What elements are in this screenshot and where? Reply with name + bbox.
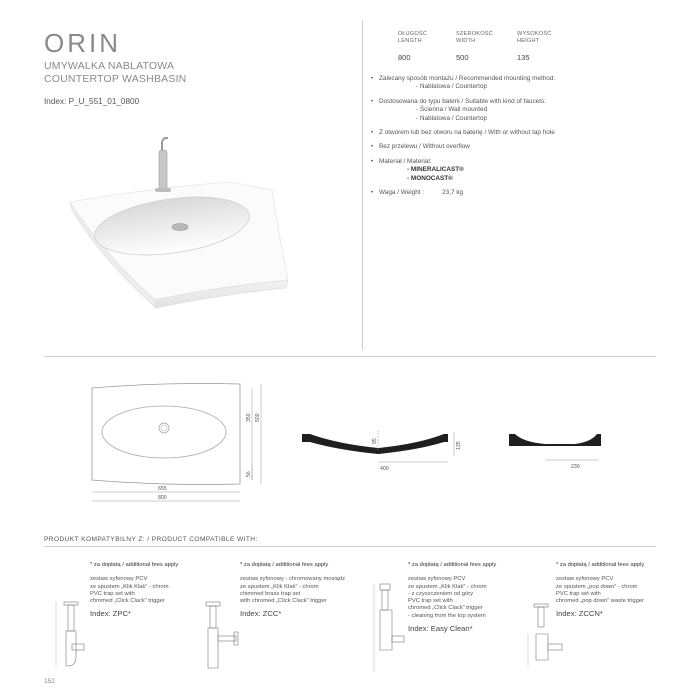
subtitle-en: COUNTERTOP WASHBASIN [44,73,187,85]
index-easy-clean: Index: Easy Clean* [408,624,473,634]
dim-800: 800 [158,495,167,501]
column-divider [362,20,363,350]
section-long-drawing [298,420,468,475]
compat-title: PRODUKT KOMPATYBILNY Z: / PRODUCT COMPATIBLE WITH: [44,536,258,543]
spec-material: • Materiał / Material: - MINERALICAST® - MONOCAST® [371,157,464,182]
index-zccn: Index: ZCCN* [556,609,603,619]
dim-500: 500 [255,413,261,422]
trap-zcc-drawing [196,596,240,678]
trap-zccn-drawing [522,600,566,680]
trap-easy-clean-drawing [368,580,408,680]
spec-mounting: • Zalecany sposób montażu / Recommended mounting method: - Nablatowa / Countertop [371,75,556,91]
dim-width-value: 500 [456,53,469,62]
product-zccn: * za dopłatą / additional fees apply zestaw syfonowy PCV ze spustem „pop down” - chrom PVC trap set with chromed „pop down” waste trigger Index: ZCCN* [556,562,686,618]
dim-height-value: 135 [517,53,530,62]
dim-length-value: 800 [398,53,411,62]
specs-list [371,75,671,203]
dim-56: 56 [246,471,252,477]
index-zpc: Index: ZPC* [90,609,131,619]
dim-95: 95 [372,438,378,444]
product-zcc: * za dopłatą / additional fees apply zestaw syfonowy - chromowany mosiądz ze spustem „Klik Klak” - chrom chimmed brass trap set with chromed „Click Clack” trigger Index: ZCC* [240,562,370,618]
spec-faucet: • Dostosowana do typu baterii / Suitable with kind of faucets: - Ścienna / Wall mounted - Nablatowa / Countertop [371,97,546,122]
product-index: Index: P_U_551_01_0800 [44,97,140,106]
dim-230: 230 [571,464,580,470]
section-divider [44,356,656,357]
washbasin-image [60,130,290,310]
dim-400: 400 [380,466,389,472]
spec-overflow: • Bez przelewu / Without overflow [371,143,470,151]
section-short-drawing [505,420,605,475]
dim-width-label: SZEROKOŚĆ WIDTH [456,31,493,44]
dim-655: 655 [158,486,167,492]
top-view-drawing [80,380,280,505]
dim-length-label: DŁUGOŚĆ LENGTH [398,31,428,44]
spec-taphole: • Z otworem lub bez otworu na baterię / With or without tap hole [371,129,555,137]
compat-divider [44,546,656,547]
trap-zpc-drawing [48,596,88,678]
fee-note: * za dopłatą / additional fees apply [240,562,329,568]
product-easy-clean: * za dopłatą / additional fees apply zestaw syfonowy PCV ze spustem „Klik Klak” - chrom - z czyszczeniem od góry PVC trap set with chromed „Click Clack” trigger - cleaning from the top system Index: Easy Clean* [408,562,538,632]
dim-height-label: WYSOKOŚĆ HEIGHT [517,31,552,44]
spec-weight: • Waga / Weight : 23,7 kg [371,189,464,197]
index-zcc: Index: ZCC* [240,609,282,619]
product-name: ORIN [44,28,121,58]
fee-note: * za dopłatą / additional fees apply [556,562,645,568]
page-number: 152 [44,678,55,685]
product-zpc: * za dopłatą / additional fees apply zestaw syfonowy PCV ze spustem „Klik Klak” - chrom PVC trap set with chromed „Click Clack” trigger Index: ZPC* [90,562,220,618]
fee-note: * za dopłatą / additional fees apply [90,562,179,568]
dim-350: 350 [246,413,252,422]
subtitle-pl: UMYWALKA NABLATOWA [44,60,175,72]
dim-135: 135 [456,441,462,450]
fee-note: * za dopłatą / additional fees apply [408,562,497,568]
